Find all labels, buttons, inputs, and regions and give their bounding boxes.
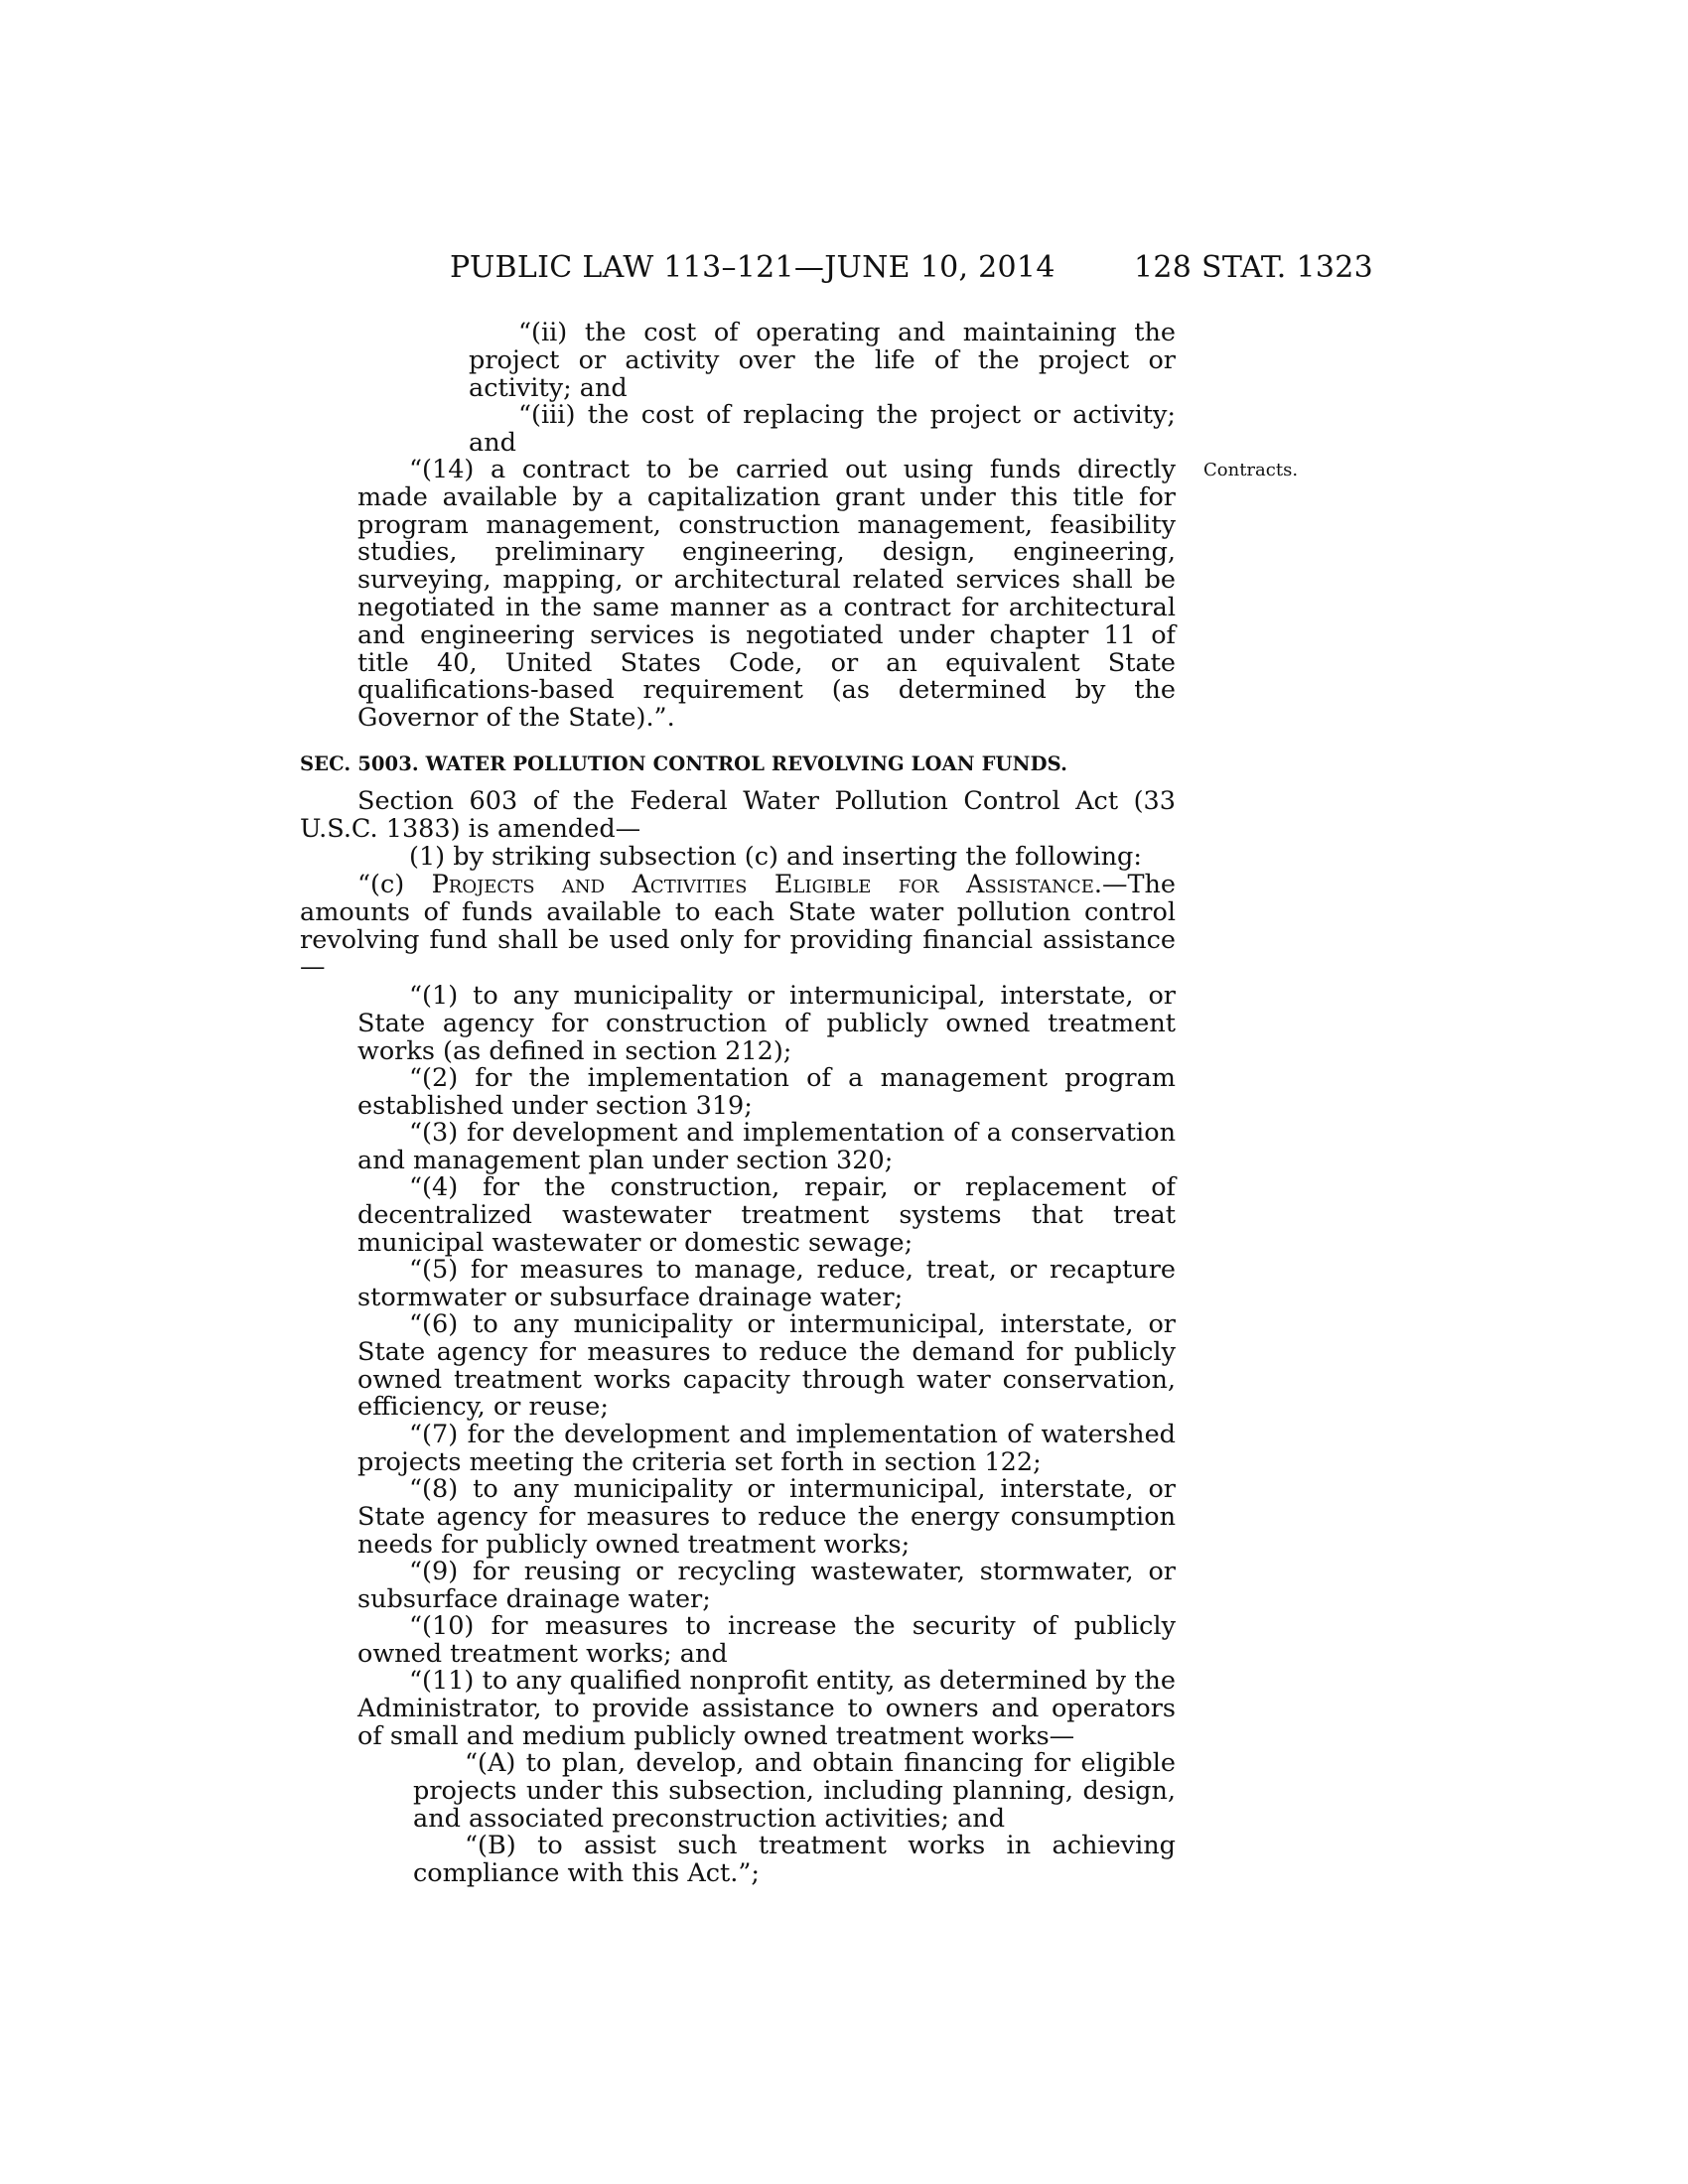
list-item: “(7) for the development and implementation of watershed projects meeting the criteria set forth in section 122; bbox=[357, 1420, 1176, 1477]
subsection-c-heading: Projects and Activities Eligible for Assistance bbox=[431, 870, 1094, 899]
subsection-c-lead: “(c) bbox=[357, 870, 432, 899]
section-intro: Section 603 of the Federal Water Pollution Control Act (33 U.S.C. 1383) is amended— bbox=[300, 786, 1176, 844]
clause-iii: “(iii) the cost of replacing the project or activity; and bbox=[469, 400, 1176, 458]
list-item: “(2) for the implementation of a management program established under section 319; bbox=[357, 1063, 1176, 1121]
paragraph-14: “(14) a contract to be carried out using funds directly made available by a capitalization grant under this title for program management, construction management, feasibility studies, preliminary engineering, design, engineering, surveying, mapping, or architectural related services shall be negotiated in the same manner as a contract for architectural and engineering services is negotiated under chapter 11 of title 40, United States Code, or an equivalent State qualifications-based requirement (as determined by the Governor of the State).”. bbox=[357, 455, 1176, 734]
clause-ii: “(ii) the cost of operating and maintaining the project or activity over the life of the project or activity; and bbox=[469, 318, 1176, 403]
subsection-c bbox=[300, 872, 1176, 982]
page-header bbox=[450, 250, 1373, 290]
margin-note: Contracts. bbox=[1203, 460, 1299, 480]
running-title: PUBLIC LAW 113–121—JUNE 10, 2014 bbox=[450, 250, 1055, 285]
subsection-c-text: .—The amounts of funds available to each State water pollution control revolving fund shall be used only for providing financial assistance— bbox=[300, 870, 1176, 983]
list-item: “(1) to any municipality or intermunicipal, interstate, or State agency for construction of publicly owned treatment works (as defined in section 212); bbox=[357, 981, 1176, 1066]
list-item: “(9) for reusing or recycling wastewater, stormwater, or subsurface drainage water; bbox=[357, 1557, 1176, 1614]
list-item: “(4) for the construction, repair, or replacement of decentralized wastewater treatment systems that treat municipal wastewater or domestic sewage; bbox=[357, 1172, 1176, 1258]
list-item: “(5) for measures to manage, reduce, treat, or recapture stormwater or subsurface drainage water; bbox=[357, 1255, 1176, 1312]
sub-list-item: “(B) to assist such treatment works in achieving compliance with this Act.”; bbox=[413, 1831, 1176, 1888]
amendment-item-1: (1) by striking subsection (c) and inserting the following: bbox=[409, 842, 1142, 872]
stat-page-number: 128 STAT. 1323 bbox=[1134, 250, 1373, 285]
sub-list-item: “(A) to plan, develop, and obtain financing for eligible projects under this subsection, including planning, design, and associated preconstruction activities; and bbox=[413, 1748, 1176, 1834]
list-item: “(8) to any municipality or intermunicipal, interstate, or State agency for measures to reduce the energy consumption needs for publicly owned treatment works; bbox=[357, 1474, 1176, 1560]
list-item: “(3) for development and implementation of a conservation and management plan under section 320; bbox=[357, 1118, 1176, 1175]
list-item: “(6) to any municipality or intermunicipal, interstate, or State agency for measures to reduce the demand for publicly owned treatment works capacity through water conservation, efficiency, or reuse; bbox=[357, 1309, 1176, 1423]
section-heading: SEC. 5003. WATER POLLUTION CONTROL REVOLVING LOAN FUNDS. bbox=[300, 752, 1067, 775]
list-item: “(10) for measures to increase the security of publicly owned treatment works; and bbox=[357, 1611, 1176, 1669]
list-item: “(11) to any qualified nonprofit entity, as determined by the Administrator, to provide assistance to owners and operators of small and medium publicly owned treatment works— bbox=[357, 1666, 1176, 1751]
